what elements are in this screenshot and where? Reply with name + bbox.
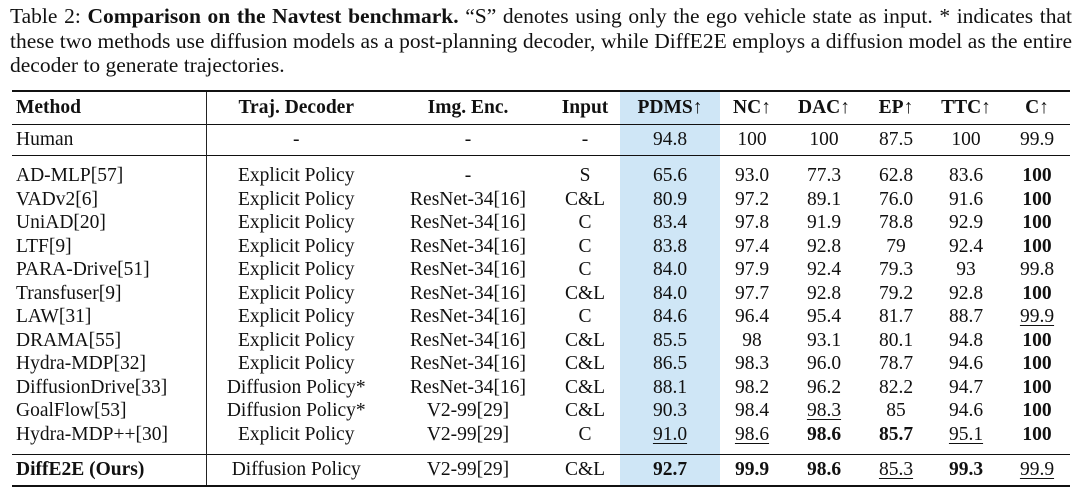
cell-traj-decoder: Explicit Policy (238, 235, 355, 257)
cell-traj-decoder: Explicit Policy (238, 259, 355, 280)
cell-traj-decoder: Explicit Policy (238, 423, 355, 445)
header-input: Input (561, 97, 609, 118)
cell-pdms: 80.9 (620, 188, 720, 212)
cell-ep: 62.8 (878, 165, 914, 186)
cell-ep: 85 (886, 400, 906, 421)
cell-ep: 78.8 (878, 212, 914, 233)
cell-ep: 78.7 (878, 353, 914, 374)
cell-img-enc: - (464, 165, 472, 186)
cell-input: C&L (564, 376, 606, 398)
cell-img-enc: ResNet-34[16] (410, 353, 526, 374)
cell-method: Hydra-MDP[32] (12, 352, 206, 376)
cell-c: 100 (1022, 329, 1052, 351)
cell-nc: 97.8 (734, 212, 770, 233)
header-ep: EP↑ (878, 97, 914, 118)
cell-img-enc: V2-99[29] (426, 400, 510, 421)
cell-img-enc: ResNet-34[16] (410, 188, 526, 210)
header-method: Method (12, 91, 206, 125)
cell-nc: 99.9 (734, 459, 770, 480)
table-row (12, 423, 1070, 447)
table-spacer (12, 156, 1070, 165)
cell-pdms: 91.0 (620, 423, 720, 447)
header-ttc: TTC↑ (941, 97, 991, 118)
cell-dac: 96.0 (806, 353, 842, 374)
table-row-ours (12, 455, 1070, 487)
table-row (12, 188, 1070, 212)
cell-traj-decoder: Explicit Policy (238, 353, 355, 374)
cell-nc: 98.3 (734, 353, 770, 374)
cell-dac: 92.8 (806, 282, 842, 304)
cell-dac: 91.9 (806, 212, 842, 233)
cell-img-enc: ResNet-34[16] (410, 376, 526, 398)
cell-traj-decoder: Explicit Policy (238, 188, 355, 210)
cell-method: DiffusionDrive[33] (12, 376, 206, 400)
cell-dac: 100 (809, 129, 839, 150)
cell-nc: 97.7 (734, 282, 770, 304)
cell-dac: 96.2 (806, 376, 842, 398)
cell-img-enc: V2-99[29] (426, 423, 510, 445)
cell-ttc: 95.1 (948, 423, 984, 445)
table-row (12, 352, 1070, 376)
table-caption (10, 4, 1072, 78)
table-row (12, 164, 1070, 188)
cell-nc: 100 (737, 129, 767, 150)
cell-dac: 93.1 (806, 329, 842, 351)
cell-ttc: 92.9 (948, 212, 984, 233)
cell-nc: 97.2 (734, 188, 770, 210)
cell-ep: 79.3 (878, 259, 914, 280)
cell-dac: 98.3 (806, 400, 842, 421)
cell-c: 99.8 (1019, 259, 1055, 280)
header-row (12, 91, 1070, 125)
header-traj-decoder: Traj. Decoder (238, 97, 354, 118)
header-img-enc: Img. Enc. (427, 97, 509, 118)
cell-traj-decoder: Explicit Policy (238, 212, 355, 233)
cell-img-enc: ResNet-34[16] (410, 235, 526, 257)
table-row-human (12, 125, 1070, 156)
cell-ep: 76.0 (878, 188, 914, 210)
table-row (12, 235, 1070, 259)
cell-traj-decoder: Explicit Policy (238, 165, 355, 186)
cell-nc: 98.4 (734, 400, 770, 421)
cell-c: 100 (1022, 282, 1052, 304)
cell-c: 100 (1022, 212, 1052, 233)
cell-c: 99.9 (1019, 129, 1055, 150)
cell-c: 100 (1022, 376, 1052, 398)
cell-nc: 97.9 (734, 259, 770, 280)
cell-traj-decoder: Explicit Policy (238, 306, 355, 327)
cell-input: C (578, 423, 592, 445)
cell-dac: 98.6 (806, 423, 842, 445)
table-row (12, 329, 1070, 353)
cell-img-enc: ResNet-34[16] (410, 306, 526, 327)
cell-c: 100 (1022, 423, 1052, 445)
cell-input: C&L (564, 400, 606, 421)
cell-c: 100 (1022, 165, 1052, 186)
cell-input: S (579, 165, 591, 186)
cell-c: 100 (1022, 400, 1052, 421)
cell-traj-decoder: Explicit Policy (238, 329, 355, 351)
cell-ttc: 83.6 (948, 165, 984, 186)
cell-ttc: 91.6 (948, 188, 984, 210)
cell-ttc: 92.4 (948, 235, 984, 257)
cell-dac: 92.4 (806, 259, 842, 280)
cell-input: C&L (564, 329, 606, 351)
table-row (12, 399, 1070, 423)
cell-input: C (578, 306, 592, 327)
cell-input: C (578, 259, 592, 280)
cell-ep: 81.7 (878, 306, 914, 327)
results-table-container (12, 90, 1070, 487)
cell-pdms: 85.5 (620, 329, 720, 353)
cell-pdms: 84.6 (620, 305, 720, 329)
cell-dac: 89.1 (806, 188, 842, 210)
cell-ttc: 94.8 (948, 329, 984, 351)
cell-nc: 96.4 (734, 306, 770, 327)
cell-input: - (581, 129, 589, 150)
header-nc: NC↑ (733, 97, 771, 118)
cell-ttc: 94.6 (948, 353, 984, 374)
cell-ttc: 93 (956, 259, 976, 280)
cell-c: 100 (1022, 235, 1052, 257)
cell-ttc: 92.8 (948, 282, 984, 304)
table-row (12, 282, 1070, 306)
cell-img-enc: ResNet-34[16] (410, 212, 526, 233)
cell-dac: 77.3 (806, 165, 842, 186)
cell-pdms: 92.7 (620, 455, 720, 487)
cell-ep: 79 (886, 235, 906, 257)
table-spacer (12, 446, 1070, 455)
caption-body: “S” denotes using only the ego vehicle state as input. * indicates that these two methods use diffusion models as a post-planning decoder, while DiffE2E employs a diffusion model as the entire decoder to generate trajectories. (10, 4, 1073, 77)
cell-method: Human (12, 125, 206, 156)
cell-ttc: 100 (951, 129, 981, 150)
cell-method: GoalFlow[53] (12, 399, 206, 423)
cell-dac: 98.6 (806, 459, 842, 480)
table-row (12, 258, 1070, 282)
cell-method: DiffE2E (Ours) (12, 455, 206, 487)
cell-ep: 85.3 (878, 459, 914, 480)
cell-img-enc: ResNet-34[16] (410, 282, 526, 304)
cell-input: C&L (564, 459, 606, 480)
cell-c: 99.9 (1019, 306, 1055, 327)
cell-ttc: 88.7 (948, 306, 984, 327)
cell-ep: 82.2 (878, 376, 914, 398)
cell-ep: 87.5 (878, 129, 914, 150)
header-pdms: PDMS↑ (620, 91, 720, 125)
cell-dac: 95.4 (806, 306, 842, 327)
cell-input: C&L (564, 282, 606, 304)
cell-method: Transfuser[9] (12, 282, 206, 306)
caption-title: Comparison on the Navtest benchmark. (87, 4, 459, 28)
cell-input: C (578, 212, 592, 233)
cell-pdms: 86.5 (620, 352, 720, 376)
cell-dac: 92.8 (806, 235, 842, 257)
cell-nc: 98.6 (734, 423, 770, 445)
cell-ep: 80.1 (878, 329, 914, 351)
cell-c: 100 (1022, 353, 1052, 374)
header-c: C↑ (1025, 97, 1049, 118)
cell-pdms: 94.8 (620, 125, 720, 156)
header-dac: DAC↑ (798, 97, 850, 118)
cell-input: C&L (564, 188, 606, 210)
method-rows (12, 164, 1070, 446)
results-table (12, 90, 1070, 487)
cell-pdms: 84.0 (620, 282, 720, 306)
cell-img-enc: ResNet-34[16] (410, 259, 526, 280)
cell-input: C (578, 235, 592, 257)
cell-nc: 98 (742, 329, 762, 351)
cell-traj-decoder: - (293, 129, 300, 150)
table-row (12, 211, 1070, 235)
cell-ttc: 94.6 (948, 400, 984, 421)
cell-img-enc: ResNet-34[16] (410, 329, 526, 351)
cell-c: 100 (1022, 188, 1052, 210)
cell-pdms: 65.6 (620, 164, 720, 188)
cell-method: PARA-Drive[51] (12, 258, 206, 282)
cell-nc: 93.0 (734, 165, 770, 186)
cell-traj-decoder: Diffusion Policy* (226, 376, 366, 398)
cell-pdms: 90.3 (620, 399, 720, 423)
cell-traj-decoder: Diffusion Policy* (226, 400, 366, 421)
cell-input: C&L (564, 353, 606, 374)
cell-traj-decoder: Diffusion Policy (231, 459, 361, 480)
table-row (12, 376, 1070, 400)
cell-c: 99.9 (1019, 459, 1055, 480)
cell-traj-decoder: Explicit Policy (238, 282, 355, 304)
cell-method: DRAMA[55] (12, 329, 206, 353)
cell-method: LTF[9] (12, 235, 206, 259)
cell-pdms: 83.4 (620, 211, 720, 235)
cell-method: VADv2[6] (12, 188, 206, 212)
cell-ttc: 94.7 (948, 376, 984, 398)
cell-pdms: 88.1 (620, 376, 720, 400)
cell-ttc: 99.3 (948, 459, 984, 480)
cell-method: UniAD[20] (12, 211, 206, 235)
cell-method: AD-MLP[57] (12, 164, 206, 188)
cell-method: Hydra-MDP++[30] (12, 423, 206, 447)
cell-ep: 79.2 (878, 282, 914, 304)
cell-img-enc: V2-99[29] (426, 459, 510, 480)
cell-method: LAW[31] (12, 305, 206, 329)
cell-pdms: 83.8 (620, 235, 720, 259)
cell-ep: 85.7 (878, 423, 914, 445)
cell-img-enc: - (464, 129, 472, 150)
cell-nc: 98.2 (734, 376, 770, 398)
caption-label: Table 2: (10, 4, 88, 28)
cell-nc: 97.4 (734, 235, 770, 257)
table-row (12, 305, 1070, 329)
cell-pdms: 84.0 (620, 258, 720, 282)
